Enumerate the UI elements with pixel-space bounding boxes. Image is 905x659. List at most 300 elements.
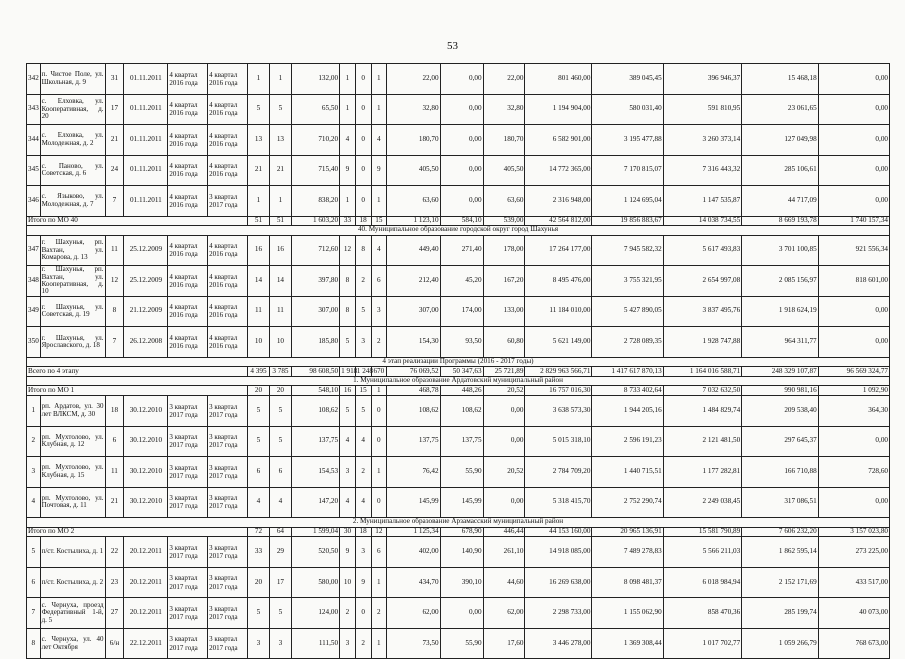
address-cell: с. Елховка, ул. Кооперативная, д. 20: [40, 94, 105, 125]
value-cell: 124,00: [291, 598, 339, 629]
address-cell: с. Елховка, ул. Молодежная, д. 2: [40, 125, 105, 156]
doc-number-cell: 22: [105, 537, 124, 568]
row-number: 350: [27, 327, 41, 358]
value-cell: 0,00: [818, 327, 889, 358]
value-cell: 133,00: [483, 296, 525, 327]
value-cell: 520,50: [291, 537, 339, 568]
value-cell: 44,60: [483, 567, 525, 598]
doc-number-cell: 27: [105, 598, 124, 629]
doc-number-cell: 17: [105, 94, 124, 125]
value-cell: 14: [269, 266, 291, 297]
value-cell: 0,00: [483, 426, 525, 457]
address-cell: п/ст. Костылиха, д. 1: [40, 537, 105, 568]
value-cell: 174,00: [440, 296, 483, 327]
value-cell: 7 170 815,07: [592, 155, 663, 186]
end-quarter-cell: 3 квартал 2017 года: [208, 567, 248, 598]
date-cell: 20.12.2011: [124, 537, 168, 568]
value-cell: 5: [340, 327, 356, 358]
doc-number-cell: 12: [105, 266, 124, 297]
value-cell: 0,00: [483, 396, 525, 427]
value-cell: 4: [355, 426, 371, 457]
total-value-cell: 7 606 232,20: [742, 527, 818, 537]
value-cell: 1: [371, 186, 387, 217]
total-value-cell: 15: [371, 216, 387, 226]
end-quarter-cell: 4 квартал 2016 года: [208, 235, 248, 266]
value-cell: 76,42: [387, 457, 440, 488]
total-value-cell: 12: [371, 527, 387, 537]
value-cell: 2 784 709,20: [525, 457, 592, 488]
row-number: 349: [27, 296, 41, 327]
value-cell: 0,00: [440, 186, 483, 217]
value-cell: 434,70: [387, 567, 440, 598]
value-cell: 801 460,00: [525, 64, 592, 95]
total-value-cell: 678,90: [440, 527, 483, 537]
value-cell: 60,80: [483, 327, 525, 358]
value-cell: 5: [247, 426, 269, 457]
value-cell: 132,00: [291, 64, 339, 95]
total-value-cell: 8 733 402,64: [592, 386, 663, 396]
value-cell: 2: [355, 628, 371, 659]
table-row: [27, 94, 890, 125]
address-cell: п/ст. Костылиха, д. 2: [40, 567, 105, 598]
value-cell: 5: [355, 296, 371, 327]
value-cell: 5: [340, 396, 356, 427]
date-cell: 20.12.2011: [124, 567, 168, 598]
table-row: [27, 598, 890, 629]
value-cell: 0,00: [483, 487, 525, 518]
value-cell: 5: [269, 396, 291, 427]
value-cell: 5 617 493,83: [663, 235, 742, 266]
value-cell: 2 728 089,35: [592, 327, 663, 358]
row-number: 4: [27, 487, 41, 518]
value-cell: 307,00: [291, 296, 339, 327]
section-row: [27, 357, 890, 367]
value-cell: 715,40: [291, 155, 339, 186]
value-cell: 1: [247, 186, 269, 217]
end-quarter-cell: 3 квартал 2017 года: [208, 457, 248, 488]
value-cell: 591 810,95: [663, 94, 742, 125]
value-cell: 580,00: [291, 567, 339, 598]
total-value-cell: 4 395: [247, 367, 269, 377]
date-cell: 01.11.2011: [124, 155, 168, 186]
value-cell: 6: [371, 266, 387, 297]
value-cell: 317 086,51: [742, 487, 818, 518]
total-value-cell: 51: [269, 216, 291, 226]
start-quarter-cell: 3 квартал 2017 года: [168, 457, 208, 488]
total-value-cell: 1 125,34: [387, 527, 440, 537]
start-quarter-cell: 4 квартал 2016 года: [168, 235, 208, 266]
value-cell: 3 837 495,76: [663, 296, 742, 327]
total-value-cell: 30: [340, 527, 356, 537]
table-row: [27, 186, 890, 217]
address-cell: с. Паново, ул. Советская, д. 6: [40, 155, 105, 186]
value-cell: 0,00: [818, 296, 889, 327]
total-value-cell: 584,10: [440, 216, 483, 226]
doc-number-cell: 7: [105, 327, 124, 358]
value-cell: 11: [247, 296, 269, 327]
value-cell: 3 260 373,14: [663, 125, 742, 156]
total-value-cell: 446,44: [483, 527, 525, 537]
row-number: 346: [27, 186, 41, 217]
date-cell: 22.12.2011: [124, 628, 168, 659]
value-cell: 4: [371, 235, 387, 266]
doc-number-cell: 6/н: [105, 628, 124, 659]
doc-number-cell: 23: [105, 567, 124, 598]
table-row: [27, 537, 890, 568]
value-cell: 273 225,00: [818, 537, 889, 568]
value-cell: 1: [371, 457, 387, 488]
value-cell: 29: [269, 537, 291, 568]
doc-number-cell: 24: [105, 155, 124, 186]
total-value-cell: 51: [247, 216, 269, 226]
end-quarter-cell: 4 квартал 2016 года: [208, 296, 248, 327]
value-cell: 5: [247, 396, 269, 427]
start-quarter-cell: 3 квартал 2017 года: [168, 567, 208, 598]
value-cell: 32,80: [387, 94, 440, 125]
total-row: [27, 216, 890, 226]
value-cell: 9: [340, 537, 356, 568]
value-cell: 449,40: [387, 235, 440, 266]
value-cell: 433 517,00: [818, 567, 889, 598]
value-cell: 2 249 038,45: [663, 487, 742, 518]
value-cell: 180,70: [387, 125, 440, 156]
section-row: [27, 518, 890, 528]
value-cell: 5: [269, 598, 291, 629]
value-cell: 5 318 415,70: [525, 487, 592, 518]
start-quarter-cell: 4 квартал 2016 года: [168, 125, 208, 156]
total-value-cell: 1: [371, 386, 387, 396]
doc-number-cell: 8: [105, 296, 124, 327]
value-cell: 20: [247, 567, 269, 598]
value-cell: 40 073,00: [818, 598, 889, 629]
value-cell: 13: [247, 125, 269, 156]
value-cell: 3 755 321,95: [592, 266, 663, 297]
total-value-cell: 1 248: [356, 366, 373, 375]
date-cell: 01.11.2011: [124, 64, 168, 95]
doc-number-cell: 6: [105, 426, 124, 457]
total-value-cell: 33: [340, 216, 356, 226]
value-cell: 5 427 890,05: [592, 296, 663, 327]
value-cell: 4: [269, 487, 291, 518]
row-number: 2: [27, 426, 41, 457]
table-row: [27, 628, 890, 659]
date-cell: 30.12.2010: [124, 457, 168, 488]
value-cell: 2 654 997,08: [663, 266, 742, 297]
value-cell: 4: [340, 426, 356, 457]
end-quarter-cell: 4 квартал 2016 года: [208, 266, 248, 297]
value-cell: 65,50: [291, 94, 339, 125]
value-cell: 858 470,36: [663, 598, 742, 629]
value-cell: 21: [247, 155, 269, 186]
end-quarter-cell: 4 квартал 2016 года: [208, 155, 248, 186]
value-cell: 5: [269, 426, 291, 457]
value-cell: 964 311,77: [742, 327, 818, 358]
value-cell: 11 184 010,00: [525, 296, 592, 327]
value-cell: 1 862 595,14: [742, 537, 818, 568]
value-cell: 0,00: [440, 125, 483, 156]
section-heading: 4 этап реализации Программы (2016 - 2017 годы): [27, 357, 890, 367]
value-cell: 402,00: [387, 537, 440, 568]
value-cell: 0,00: [440, 155, 483, 186]
value-cell: 1: [340, 186, 356, 217]
total-value-cell: 76 069,52: [387, 367, 440, 377]
value-cell: 21: [269, 155, 291, 186]
value-cell: 297 645,37: [742, 426, 818, 457]
table-row: [27, 155, 890, 186]
value-cell: 7 489 278,83: [592, 537, 663, 568]
address-cell: п. Чистое Поле, ул. Школьная, д. 9: [40, 64, 105, 95]
value-cell: 0: [371, 426, 387, 457]
row-number: 6: [27, 567, 41, 598]
value-cell: 285 199,74: [742, 598, 818, 629]
value-cell: 63,60: [387, 186, 440, 217]
table-row: [27, 235, 890, 266]
value-cell: 108,62: [291, 396, 339, 427]
value-cell: 14 772 365,00: [525, 155, 592, 186]
total-value-cell: 1 740 157,34: [818, 216, 889, 226]
total-value-cell: 42 564 812,00: [525, 216, 592, 226]
value-cell: 44 717,09: [742, 186, 818, 217]
section-heading: 2. Муниципальное образование Арзамасский муниципальный район: [27, 518, 890, 528]
value-cell: 3: [355, 537, 371, 568]
value-cell: 261,10: [483, 537, 525, 568]
total-value-cell: 539,00: [483, 216, 525, 226]
row-number: 348: [27, 266, 41, 297]
value-cell: 22,00: [483, 64, 525, 95]
value-cell: 3: [269, 628, 291, 659]
total-value-cell: 14 038 734,55: [663, 216, 742, 226]
total-value-cell: 18: [355, 216, 371, 226]
value-cell: 111,50: [291, 628, 339, 659]
value-cell: 1: [371, 567, 387, 598]
value-cell: 6 582 901,00: [525, 125, 592, 156]
value-cell: 389 045,45: [592, 64, 663, 95]
value-cell: 2 085 156,97: [742, 266, 818, 297]
value-cell: 17: [269, 567, 291, 598]
value-cell: 838,20: [291, 186, 339, 217]
value-cell: 185,80: [291, 327, 339, 358]
total-value-cell: 1 918: [341, 366, 358, 375]
row-number: 5: [27, 537, 41, 568]
value-cell: 140,90: [440, 537, 483, 568]
value-cell: 390,10: [440, 567, 483, 598]
value-cell: 2: [371, 327, 387, 358]
start-quarter-cell: 3 квартал 2017 года: [168, 628, 208, 659]
value-cell: 1: [269, 64, 291, 95]
value-cell: 285 106,61: [742, 155, 818, 186]
doc-number-cell: 11: [105, 235, 124, 266]
doc-number-cell: 11: [105, 457, 124, 488]
value-cell: 2 596 191,23: [592, 426, 663, 457]
value-cell: 16: [247, 235, 269, 266]
start-quarter-cell: 4 квартал 2016 года: [168, 94, 208, 125]
table-row: [27, 327, 890, 358]
total-value-cell: 64: [269, 527, 291, 537]
value-cell: 1 369 308,44: [592, 628, 663, 659]
value-cell: 1 484 829,74: [663, 396, 742, 427]
value-cell: 9: [355, 567, 371, 598]
total-value-cell: 990 981,16: [742, 386, 818, 396]
date-cell: 21.12.2009: [124, 296, 168, 327]
value-cell: 921 556,34: [818, 235, 889, 266]
total-value-cell: 16 757 016,30: [525, 386, 592, 396]
value-cell: 0: [371, 396, 387, 427]
total-value-cell: 25 721,89: [483, 367, 525, 377]
value-cell: 1 059 266,79: [742, 628, 818, 659]
value-cell: 17,60: [483, 628, 525, 659]
value-cell: 2: [355, 457, 371, 488]
date-cell: 26.12.2008: [124, 327, 168, 358]
total-value-cell: 72: [247, 527, 269, 537]
start-quarter-cell: 3 квартал 2017 года: [168, 598, 208, 629]
total-value-cell: 8 669 193,78: [742, 216, 818, 226]
value-cell: 3 638 573,30: [525, 396, 592, 427]
address-cell: г. Шахунья, ул. Ярославского, д. 18: [40, 327, 105, 358]
program-table: [26, 63, 890, 659]
table-row: [27, 457, 890, 488]
value-cell: 0: [355, 598, 371, 629]
value-cell: 55,90: [440, 457, 483, 488]
value-cell: 9: [340, 155, 356, 186]
doc-number-cell: 21: [105, 125, 124, 156]
value-cell: 14 918 085,00: [525, 537, 592, 568]
start-quarter-cell: 4 квартал 2016 года: [168, 155, 208, 186]
value-cell: 0,00: [818, 94, 889, 125]
value-cell: 10: [340, 567, 356, 598]
start-quarter-cell: 4 квартал 2016 года: [168, 327, 208, 358]
row-number: 344: [27, 125, 41, 156]
value-cell: 12: [340, 235, 356, 266]
table-row: [27, 64, 890, 95]
row-number: 343: [27, 94, 41, 125]
value-cell: 137,75: [291, 426, 339, 457]
value-cell: 108,62: [387, 396, 440, 427]
value-cell: 0,00: [818, 64, 889, 95]
end-quarter-cell: 4 квартал 2016 года: [208, 125, 248, 156]
value-cell: 1: [340, 64, 356, 95]
value-cell: 62,00: [387, 598, 440, 629]
total-value-cell: 20,52: [483, 386, 525, 396]
value-cell: 1 918 624,19: [742, 296, 818, 327]
address-cell: с. Чернуха, ул. 40 лет Октября: [40, 628, 105, 659]
value-cell: 2: [355, 266, 371, 297]
address-cell: рп. Мухтолово, ул. Клубная, д. 15: [40, 457, 105, 488]
total-value-cell: 1 092,90: [818, 386, 889, 396]
value-cell: 108,62: [440, 396, 483, 427]
end-quarter-cell: 3 квартал 2017 года: [208, 186, 248, 217]
value-cell: 23 061,65: [742, 94, 818, 125]
end-quarter-cell: 3 квартал 2017 года: [208, 598, 248, 629]
value-cell: 5 015 318,10: [525, 426, 592, 457]
value-cell: 180,70: [483, 125, 525, 156]
value-cell: 1: [371, 64, 387, 95]
total-value-cell: 3 785: [269, 367, 291, 377]
value-cell: 6: [247, 457, 269, 488]
total-label: Итого по МО 1: [27, 386, 248, 396]
value-cell: 178,00: [483, 235, 525, 266]
value-cell: 0,00: [818, 186, 889, 217]
value-cell: 73,50: [387, 628, 440, 659]
total-value-cell: 2 829 963 566,71: [525, 367, 592, 377]
value-cell: 1 194 904,00: [525, 94, 592, 125]
value-cell: 3: [355, 327, 371, 358]
total-value-cell: 15 581 790,89: [663, 527, 742, 537]
total-value-cell: 468,78: [387, 386, 440, 396]
row-number: 8: [27, 628, 41, 659]
row-number: 3: [27, 457, 41, 488]
value-cell: 0: [355, 64, 371, 95]
value-cell: 2 298 733,00: [525, 598, 592, 629]
end-quarter-cell: 4 квартал 2016 года: [208, 64, 248, 95]
value-cell: 2 121 481,50: [663, 426, 742, 457]
value-cell: 22,00: [387, 64, 440, 95]
value-cell: 0: [371, 487, 387, 518]
value-cell: 0,00: [818, 487, 889, 518]
value-cell: 10: [269, 327, 291, 358]
date-cell: 01.11.2011: [124, 186, 168, 217]
value-cell: 14: [247, 266, 269, 297]
table-row: [27, 296, 890, 327]
row-number: 345: [27, 155, 41, 186]
value-cell: 0,00: [440, 598, 483, 629]
end-quarter-cell: 3 квартал 2017 года: [208, 537, 248, 568]
start-quarter-cell: 3 квартал 2017 года: [168, 487, 208, 518]
value-cell: 364,30: [818, 396, 889, 427]
value-cell: 271,40: [440, 235, 483, 266]
value-cell: 8: [340, 266, 356, 297]
end-quarter-cell: 3 квартал 2017 года: [208, 426, 248, 457]
address-cell: с. Чернуха, проезд Федеративный 1-й, д. 5: [40, 598, 105, 629]
value-cell: 32,80: [483, 94, 525, 125]
value-cell: 137,75: [440, 426, 483, 457]
value-cell: 9: [371, 155, 387, 186]
value-cell: 3: [340, 457, 356, 488]
value-cell: 3: [247, 628, 269, 659]
value-cell: 3 446 278,00: [525, 628, 592, 659]
row-number: 347: [27, 235, 41, 266]
total-value-cell: 1 164 016 588,71: [663, 367, 742, 377]
value-cell: 405,50: [387, 155, 440, 186]
total-value-cell: 3 157 023,80: [818, 527, 889, 537]
date-cell: 01.11.2011: [124, 94, 168, 125]
value-cell: 0: [355, 155, 371, 186]
total-value-cell: 20: [269, 386, 291, 396]
value-cell: 5: [247, 94, 269, 125]
value-cell: 7 945 582,32: [592, 235, 663, 266]
value-cell: 2: [371, 598, 387, 629]
value-cell: 580 031,40: [592, 94, 663, 125]
total-value-cell: 1 417 617 870,13: [592, 367, 663, 377]
value-cell: 6: [269, 457, 291, 488]
date-cell: 30.12.2010: [124, 396, 168, 427]
value-cell: 405,50: [483, 155, 525, 186]
total-value-cell: 7 032 632,50: [663, 386, 742, 396]
value-cell: 0: [355, 186, 371, 217]
value-cell: 1: [371, 628, 387, 659]
total-value-cell: 248 329 107,87: [742, 367, 818, 377]
total-row: [27, 527, 890, 537]
value-cell: 0,00: [818, 426, 889, 457]
value-cell: 17 264 177,00: [525, 235, 592, 266]
total-value-cell: 18: [355, 527, 371, 537]
value-cell: 818 601,00: [818, 266, 889, 297]
value-cell: 8: [355, 235, 371, 266]
page-number: 53: [447, 40, 458, 52]
value-cell: 154,30: [387, 327, 440, 358]
end-quarter-cell: 4 квартал 2016 года: [208, 327, 248, 358]
total-value-cell: 1 599,04: [291, 527, 339, 537]
value-cell: 13: [269, 125, 291, 156]
